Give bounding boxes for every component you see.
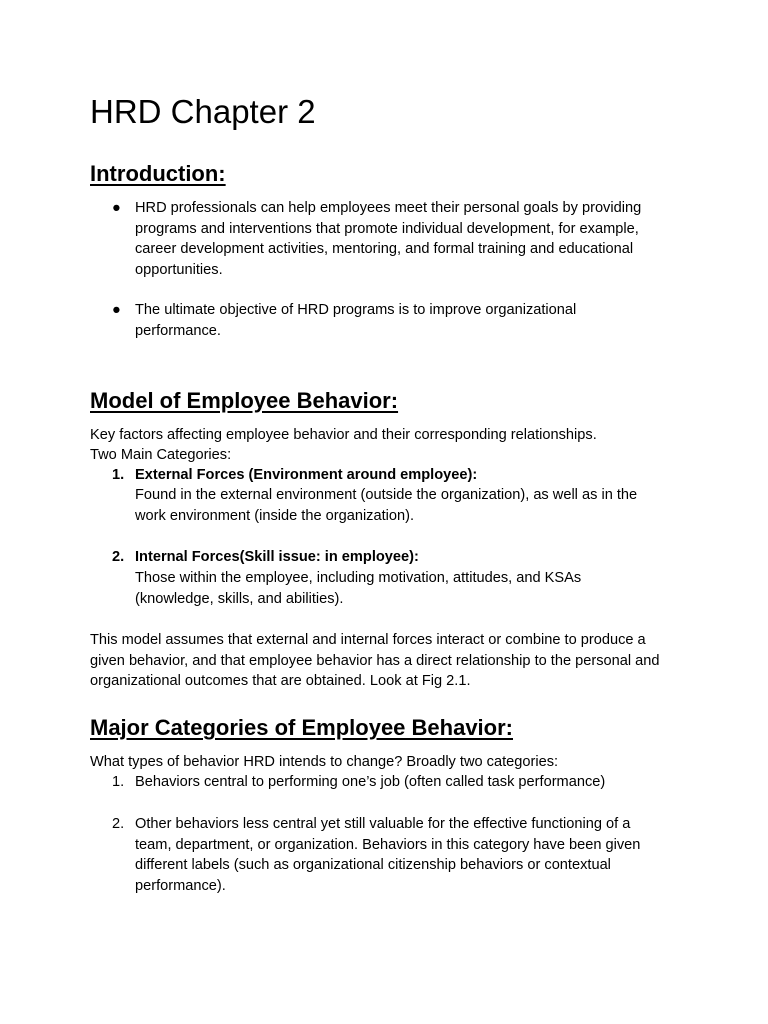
external-forces-title: External Forces (Environment around employee): [135,467,478,483]
model-paragraph: This model assumes that external and internal forces interact or combine to produce a given behavior, and that employee behavior has a direct relationship to the personal and organizational outcomes that are obtained. Look at Fig 2.1. [90,632,660,689]
model-categories-line: Two Main Categories: [90,447,232,463]
list-number: 1. [112,774,125,790]
bullet-marker: ● [112,302,121,318]
intro-heading: Introduction: [90,161,226,186]
list-number: 2. [112,816,125,832]
model-intro-line: Key factors affecting employee behavior and their corresponding relationships. [90,427,597,443]
list-number: 1. [112,467,125,483]
categories-intro: What types of behavior HRD intends to change? Broadly two categories: [90,754,559,770]
category-item-1: Behaviors central to performing one’s job (often called task performance) [135,774,606,790]
categories-heading: Major Categories of Employee Behavior: [90,715,513,740]
model-heading: Model of Employee Behavior: [90,388,399,413]
list-number: 2. [112,549,125,565]
page-title: HRD Chapter 2 [90,93,316,130]
internal-forces-title: Internal Forces(Skill issue: in employee): [135,549,419,565]
intro-bullet-2: The ultimate objective of HRD programs is to improve organizational performance. [135,302,577,339]
category-item-2: Other behaviors less central yet still valuable for the effective functioning of a team, department, or organization. Behaviors in this category have been given different labels (such as organizational citizenship behaviors or contextual performance). [135,816,641,894]
external-forces-desc: Found in the external environment (outside the organization), as well as in the work environment (inside the organization). [135,487,638,524]
bullet-marker: ● [112,200,121,216]
internal-forces-desc: Those within the employee, including motivation, attitudes, and KSAs (knowledge, skills, and abilities). [135,570,582,607]
intro-bullet-1: HRD professionals can help employees meet their personal goals by providing programs and interventions that promote individual development, for example, career development activities, mentoring, and formal training and educational opportunities. [135,200,642,278]
